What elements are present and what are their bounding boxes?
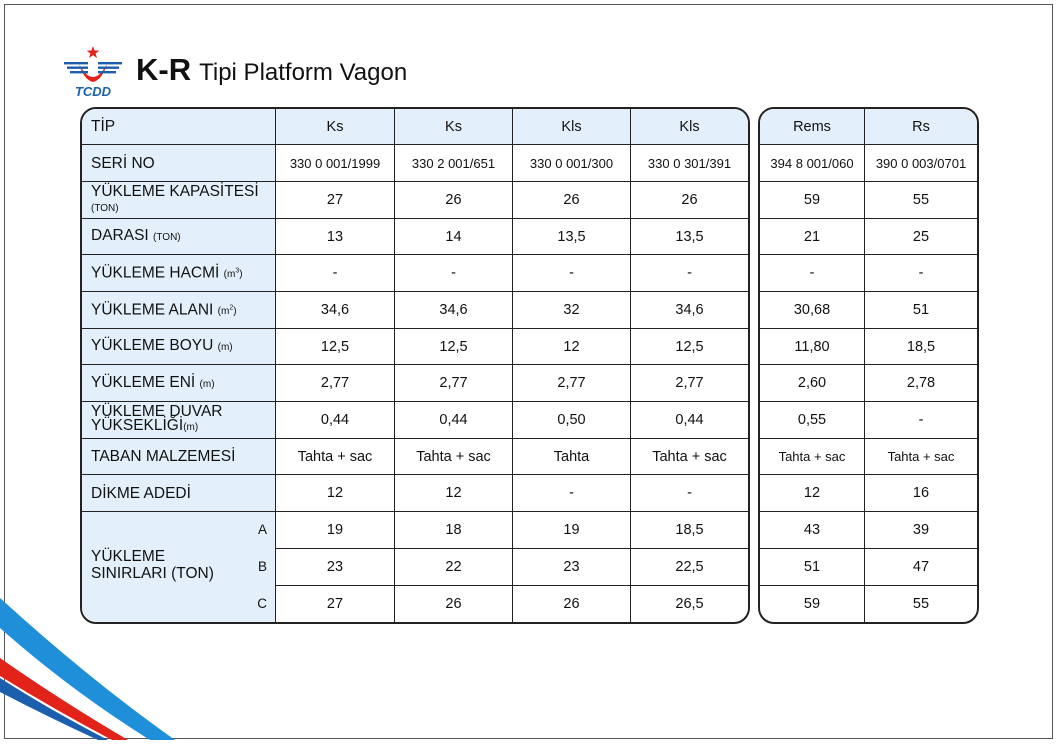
cell-taban-5: Tahta + sac (865, 439, 977, 475)
cell-c-3: 26,5 (675, 596, 704, 612)
table-row-kapasite (82, 182, 748, 219)
cell-a-4: 43 (760, 512, 865, 549)
table-row-dikme (82, 475, 748, 512)
cell-tip-2: Kls (513, 109, 631, 145)
label-taban: TABAN MALZEMESİ (82, 439, 276, 475)
table-row-alan (82, 292, 748, 329)
cell-alan-0: 34,6 (276, 292, 395, 329)
label-tip: TİP (82, 109, 276, 145)
cell-c-5: 55 (912, 596, 930, 612)
cell-b-1: 22 (395, 549, 513, 586)
cell-boy-0: 12,5 (276, 329, 395, 365)
cell-taban-4: Tahta + sac (760, 439, 865, 475)
cell-hacim-3: - (631, 255, 748, 292)
table-row-en (82, 365, 748, 402)
cell-dikme-2: - (513, 475, 631, 512)
label-duvar: YÜKLEME DUVAR YÜKSEKLİĞİ(m) (82, 402, 276, 439)
cell-taban-1: Tahta + sac (395, 439, 513, 475)
cell-c-2: 26 (513, 586, 631, 622)
table-row-seri-no-right (760, 145, 977, 182)
cell-a-1: 18 (395, 512, 513, 549)
cell-hacim-5: - (865, 255, 977, 292)
table-row-kapasite-right (760, 182, 977, 219)
label-seri-no: SERİ NO (82, 145, 276, 182)
cell-kap-0: 27 (276, 182, 395, 219)
cell-boy-4: 11,80 (760, 329, 865, 365)
cell-tip-1: Ks (395, 109, 513, 145)
table-row-dara-right (760, 219, 977, 255)
cell-b-2: 23 (513, 549, 631, 586)
cell-boy-5: 18,5 (865, 329, 977, 365)
cell-dikme-1: 12 (395, 475, 513, 512)
cell-duvar-4: 0,55 (760, 402, 865, 439)
label-alan: YÜKLEME ALANI $(m^2)$ (82, 292, 276, 329)
table-row-hacim-right (760, 255, 977, 292)
label-dara: DARASI (TON) (82, 219, 276, 255)
table-row-sinir-c-right (760, 586, 977, 622)
cell-dara-1: 14 (395, 219, 513, 255)
page-title (136, 52, 407, 88)
logo-text: TCDD (74, 84, 112, 98)
label-hacim: YÜKLEME HACMİ $(m^3)$ (82, 255, 276, 292)
cell-dara-0: 13 (276, 219, 395, 255)
table-row-hacim (82, 255, 748, 292)
cell-duvar-3: 0,44 (631, 402, 748, 439)
cell-seri-0: 330 0 001/1999 (276, 145, 395, 182)
cell-kap-4: 59 (760, 182, 865, 219)
cell-boy-2: 12 (513, 329, 631, 365)
table-row-duvar (82, 402, 748, 439)
cell-dikme-3: - (631, 475, 748, 512)
cell-kap-5: 55 (865, 182, 977, 219)
table-row-sinir-a (82, 512, 748, 549)
table-row-sinir-a-right (760, 512, 977, 549)
cell-alan-5: 51 (865, 292, 977, 329)
label-sinir-a: A (257, 522, 267, 537)
cell-dikme-0: 12 (276, 475, 395, 512)
table-row-dara (82, 219, 748, 255)
cell-dikme-5: 16 (865, 475, 977, 512)
cell-hacim-1: - (395, 255, 513, 292)
cell-seri-5: 390 0 003/0701 (865, 145, 977, 182)
cell-dikme-4: 12 (760, 475, 865, 512)
cell-taban-3: Tahta + sac (631, 439, 748, 475)
table-row-seri-no (82, 145, 748, 182)
label-sinir-c: C (257, 596, 267, 611)
label-kapasite: YÜKLEME KAPASİTESİ (TON) (82, 182, 276, 219)
table-row-en-right (760, 365, 977, 402)
cell-en-0: 2,77 (276, 365, 395, 402)
table-row-taban (82, 439, 748, 475)
cell-alan-3: 34,6 (631, 292, 748, 329)
cell-dara-4: 21 (760, 219, 865, 255)
cell-c-0: 27 (276, 586, 395, 622)
table-row-sinir-b-right (760, 549, 977, 586)
wagon-spec-table-left (80, 107, 750, 624)
cell-alan-2: 32 (513, 292, 631, 329)
cell-en-2: 2,77 (513, 365, 631, 402)
cell-alan-4: 30,68 (760, 292, 865, 329)
label-en: YÜKLEME ENİ (m) (82, 365, 276, 402)
table-row-boy-right (760, 329, 977, 365)
table-row-tip-right (760, 109, 977, 145)
cell-b-5: 47 (865, 549, 977, 586)
cell-dara-5: 25 (865, 219, 977, 255)
cell-en-4: 2,60 (760, 365, 865, 402)
cell-a-2: 19 (513, 512, 631, 549)
label-sinir (82, 512, 276, 622)
cell-duvar-1: 0,44 (395, 402, 513, 439)
cell-b-3: 22,5 (631, 549, 748, 586)
cell-tip-3: Kls (631, 109, 748, 145)
cell-duvar-0: 0,44 (276, 402, 395, 439)
cell-en-5: 2,78 (865, 365, 977, 402)
cell-b-4: 51 (760, 549, 865, 586)
table-row-dikme-right (760, 475, 977, 512)
cell-kap-3: 26 (631, 182, 748, 219)
cell-kap-2: 26 (513, 182, 631, 219)
cell-c-4: 59 (760, 586, 865, 622)
tcdd-logo (62, 44, 124, 98)
table-row-tip (82, 109, 748, 145)
label-sinir-text: YÜKLEME SINIRLARI (TON) (91, 548, 214, 582)
cell-a-3: 18,5 (631, 512, 748, 549)
cell-seri-4: 394 8 001/060 (760, 145, 865, 182)
cell-boy-3: 12,5 (631, 329, 748, 365)
wagon-spec-table-right (758, 107, 979, 624)
table-row-duvar-right (760, 402, 977, 439)
cell-c-1: 26 (395, 586, 513, 622)
label-sinir-b: B (257, 559, 267, 574)
cell-dara-3: 13,5 (631, 219, 748, 255)
label-dikme: DİKME ADEDİ (82, 475, 276, 512)
cell-a-5: 39 (865, 512, 977, 549)
cell-seri-2: 330 0 001/300 (513, 145, 631, 182)
cell-en-3: 2,77 (631, 365, 748, 402)
table-row-boy (82, 329, 748, 365)
table-row-taban-right (760, 439, 977, 475)
cell-tip-5: Rs (865, 109, 977, 145)
cell-a-0: 19 (276, 512, 395, 549)
cell-b-0: 23 (276, 549, 395, 586)
cell-boy-1: 12,5 (395, 329, 513, 365)
label-boy: YÜKLEME BOYU (m) (82, 329, 276, 365)
cell-duvar-5: - (865, 402, 977, 439)
cell-taban-2: Tahta (513, 439, 631, 475)
cell-duvar-2: 0,50 (513, 402, 631, 439)
cell-hacim-0: - (276, 255, 395, 292)
cell-tip-4: Rems (760, 109, 865, 145)
cell-hacim-4: - (760, 255, 865, 292)
cell-taban-0: Tahta + sac (276, 439, 395, 475)
cell-dara-2: 13,5 (513, 219, 631, 255)
title-code: K-R (136, 52, 192, 87)
cell-alan-1: 34,6 (395, 292, 513, 329)
cell-tip-0: Ks (276, 109, 395, 145)
cell-hacim-2: - (513, 255, 631, 292)
table-row-alan-right (760, 292, 977, 329)
cell-kap-1: 26 (395, 182, 513, 219)
cell-en-1: 2,77 (395, 365, 513, 402)
title-text: Tipi Platform Vagon (199, 59, 408, 86)
cell-seri-1: 330 2 001/651 (395, 145, 513, 182)
cell-seri-3: 330 0 301/391 (631, 145, 748, 182)
